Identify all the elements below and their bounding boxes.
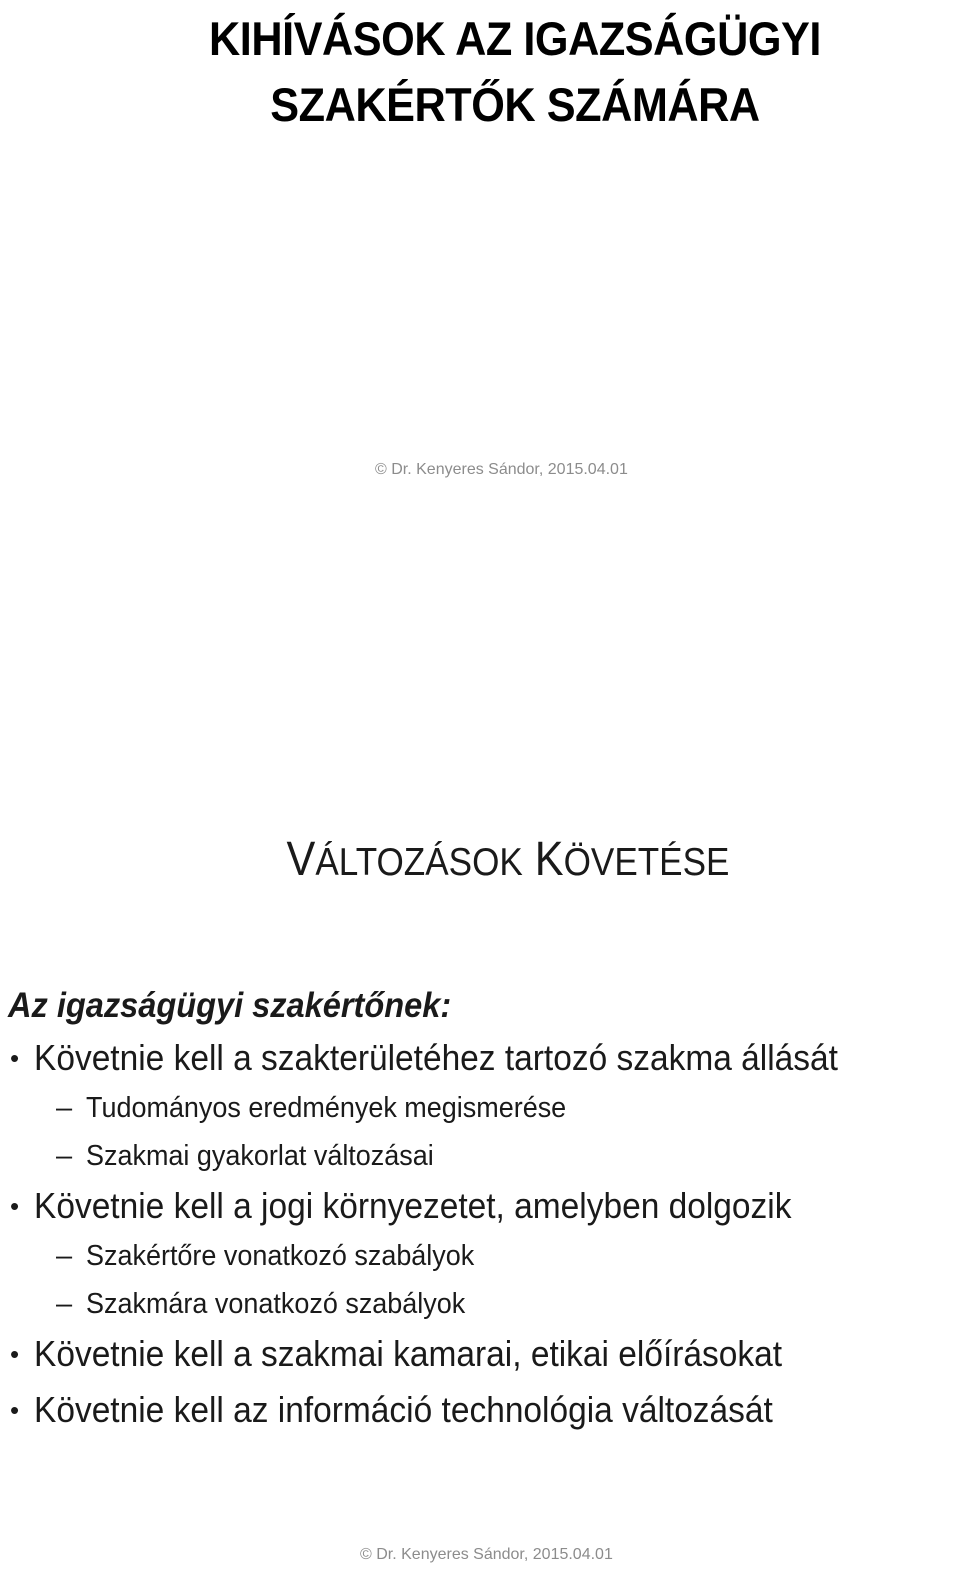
bullet-icon: • xyxy=(10,1191,20,1221)
bullet-item-text: Követnie kell a jogi környezetet, amelyben dolgozik xyxy=(34,1185,792,1226)
sub-item-text: Szakértőre vonatkozó szabályok xyxy=(86,1240,475,1272)
bullet-item-2 xyxy=(8,1180,958,1232)
title-initial-2: K xyxy=(534,833,564,886)
bullet-item-text: Követnie kell az információ technológia változását xyxy=(34,1389,773,1430)
dash-icon: – xyxy=(56,1288,73,1320)
sub-item-text: Szakmára vonatkozó szabályok xyxy=(86,1288,466,1320)
slide-2 xyxy=(0,800,960,1578)
sub-item-2-1 xyxy=(8,1232,958,1280)
sub-item-text: Tudományos eredmények megismerése xyxy=(86,1092,567,1124)
slide-1-footer: © Dr. Kenyeres Sándor, 2015.04.01 xyxy=(375,461,628,478)
sub-item-2-2 xyxy=(8,1280,958,1328)
bullet-icon: • xyxy=(10,1395,20,1425)
bullet-item-4 xyxy=(8,1384,958,1436)
title-word-1-rest: ÁLTOZÁSOK xyxy=(315,841,523,884)
slide-2-body xyxy=(8,980,958,1436)
sub-item-1-2 xyxy=(8,1132,958,1180)
bullet-item-text: Követnie kell a szakmai kamarai, etikai előírásokat xyxy=(34,1333,783,1374)
dash-icon: – xyxy=(56,1140,73,1172)
dash-icon: – xyxy=(56,1240,73,1272)
slide-1-title-line-1: KIHÍVÁSOK AZ IGAZSÁGÜGYI xyxy=(209,12,821,65)
bullet-item-text: Követnie kell a szakterületéhez tartozó szakma állását xyxy=(34,1037,838,1078)
intro-heading: Az igazságügyi szakértőnek: xyxy=(8,986,452,1025)
bullet-item-1 xyxy=(8,1032,958,1084)
bullet-item-3 xyxy=(8,1328,958,1380)
title-word-2-rest: ÖVETÉSE xyxy=(563,841,730,884)
slide-1-title-line-2: SZAKÉRTŐK SZÁMÁRA xyxy=(270,78,760,131)
dash-icon: – xyxy=(56,1092,73,1124)
slide-2-footer: © Dr. Kenyeres Sándor, 2015.04.01 xyxy=(360,1546,613,1563)
slide-2-title xyxy=(51,830,960,893)
sub-item-text: Szakmai gyakorlat változásai xyxy=(86,1140,434,1172)
slide-1-title xyxy=(78,6,952,138)
bullet-icon: • xyxy=(10,1339,20,1369)
slide-1 xyxy=(0,0,960,500)
sub-item-1-1 xyxy=(8,1084,958,1132)
bullet-icon: • xyxy=(10,1043,20,1073)
title-initial-1: V xyxy=(286,833,316,886)
